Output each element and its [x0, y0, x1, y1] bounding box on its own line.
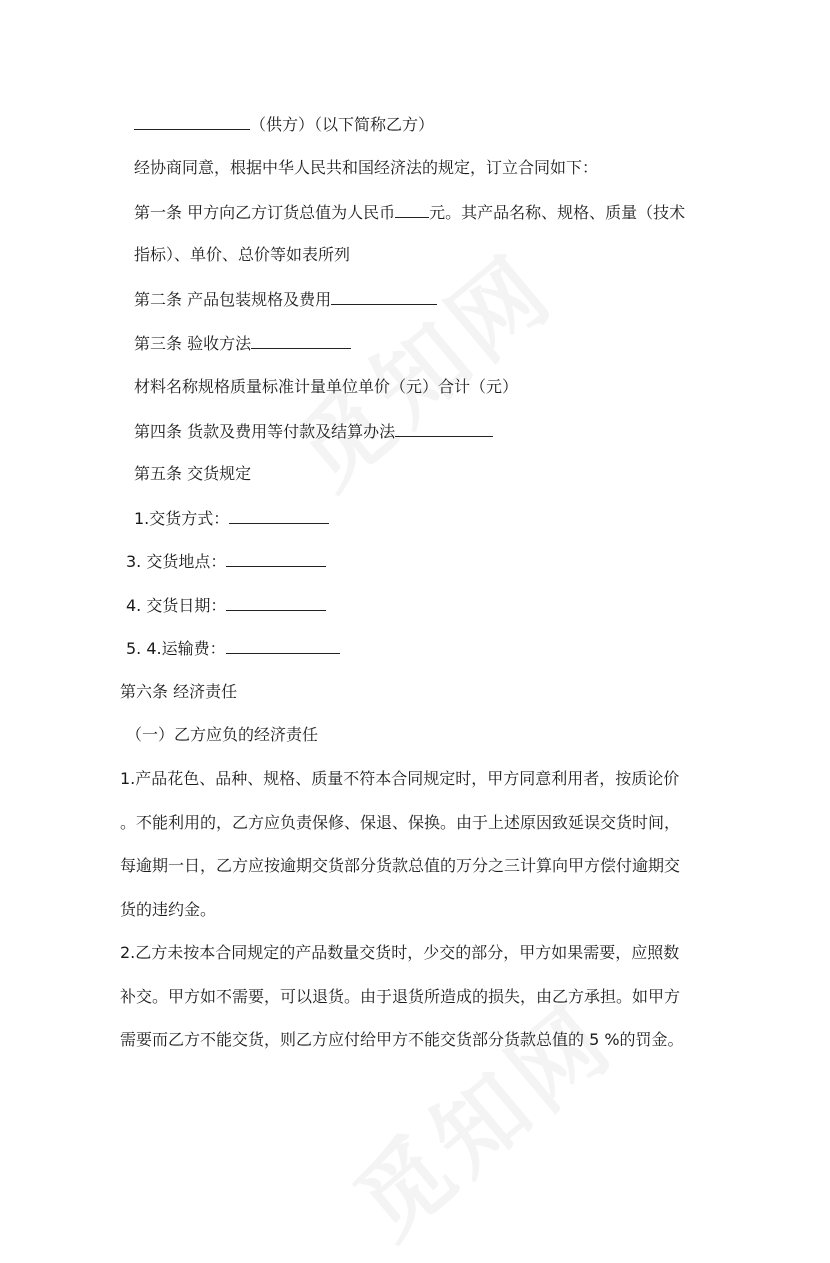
article-3-text: 第三条 验收方法	[134, 334, 252, 353]
article-3	[134, 332, 351, 355]
delivery-date-blank	[226, 594, 326, 611]
supplier-line	[134, 113, 434, 136]
delivery-place	[126, 550, 326, 573]
supplier-text: （供方）（以下简称乙方）	[250, 115, 435, 134]
clause-1-line-4: 货的违约金。	[120, 900, 217, 919]
article-6: 第六条 经济责任	[120, 682, 238, 701]
article-1-text-a: 第一条 甲方向乙方订货总值为人民币	[134, 203, 396, 222]
article-1-line-1	[134, 201, 685, 224]
transport-fee-text: 5. 4.运输费：	[126, 639, 226, 658]
delivery-date	[126, 594, 326, 617]
amount-blank	[395, 201, 429, 218]
article-3-blank	[251, 332, 351, 349]
material-header: 材料名称规格质量标准计量单位单价（元）合计（元）	[134, 377, 519, 396]
section-1-heading: （一）乙方应负的经济责任	[126, 725, 319, 744]
article-4-text: 第四条 货款及费用等付款及结算办法	[134, 422, 396, 441]
transport-fee	[126, 637, 340, 660]
delivery-method	[134, 507, 329, 530]
article-2	[134, 288, 437, 311]
clause-1-line-2: 。不能利用的，乙方应负责保修、保退、保换。由于上述原因致延误交货时间，	[120, 813, 681, 832]
delivery-place-text: 3. 交货地点：	[126, 552, 227, 571]
delivery-place-blank	[226, 550, 326, 567]
delivery-method-text: 1.交货方式：	[134, 509, 230, 528]
article-5: 第五条 交货规定	[134, 464, 252, 483]
watermark-bottom	[323, 969, 638, 1263]
article-2-text: 第二条 产品包装规格及费用	[134, 290, 332, 309]
article-2-blank	[331, 288, 437, 305]
article-1-line-2: 指标）、单价、总价等如表所列	[134, 245, 351, 264]
delivery-method-blank	[229, 507, 329, 524]
clause-1-line-3: 每逾期一日，乙方应按逾期交货部分货款总值的万分之三计算向甲方偿付逾期交	[120, 856, 681, 875]
clause-1-line-1: 1.产品花色、品种、规格、质量不符本合同规定时，甲方同意利用者，按质论价	[120, 769, 680, 788]
clause-2-line-1: 2.乙方未按本合同规定的产品数量交货时，少交的部分，甲方如果需要，应照数	[120, 943, 680, 962]
clause-2-line-2: 补交。甲方如不需要，可以退货。由于退货所造成的损失，由乙方承担。如甲方	[120, 987, 681, 1006]
article-1-text-b: 元。其产品名称、规格、质量（技术	[429, 203, 686, 222]
article-4	[134, 420, 493, 443]
transport-fee-blank	[226, 637, 340, 654]
article-4-blank	[395, 420, 493, 437]
supplier-blank	[134, 113, 250, 130]
delivery-date-text: 4. 交货日期：	[126, 596, 227, 615]
clause-2-line-3: 需要而乙方不能交货，则乙方应付给甲方不能交货部分货款总值的 5 %的罚金。	[120, 1030, 684, 1049]
preamble: 经协商同意，根据中华人民共和国经济法的规定，订立合同如下：	[134, 158, 599, 177]
